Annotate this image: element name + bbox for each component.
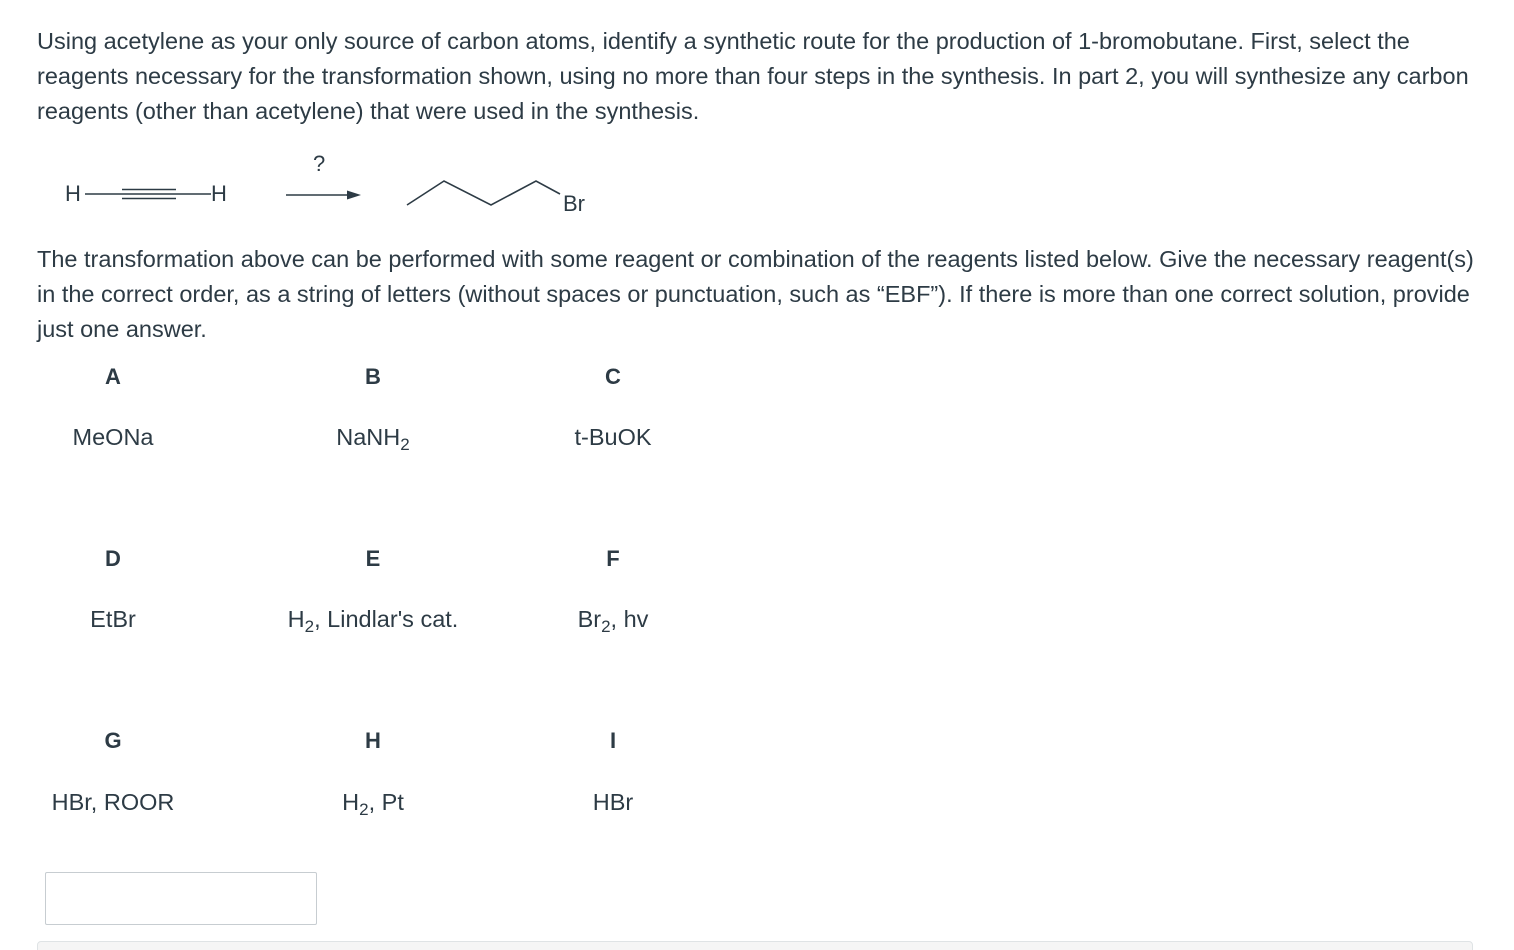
reagent-formula-e: [243, 606, 503, 636]
reagent-letter-h: H: [365, 728, 381, 753]
bottom-panel: [37, 941, 1473, 950]
reagent-letter-f: F: [606, 546, 620, 571]
reagent-letter-e: E: [365, 546, 381, 571]
reactant-right-atom: H: [211, 181, 227, 206]
reagent-formula-main: H: [342, 789, 360, 815]
reagent-formula-f: [483, 606, 743, 636]
reagent-formula-d: [0, 606, 243, 633]
reagent-letter-d: D: [105, 546, 121, 571]
reagent-formula-subscript: 2: [304, 617, 315, 636]
reagent-formula-main: MeONa: [72, 424, 154, 450]
reagent-formula-a: [0, 424, 243, 451]
reaction-scheme: [55, 145, 615, 225]
product-skeleton: [407, 181, 560, 205]
question-instructions: The transformation above can be performed with some reagent or combination of the reagents listed below. Give the necessary reagent(s) in the correct order, as a string of letters (without spaces or punctuation, such as “EBF”). If there is more than one correct solution, provide just one answer.: [37, 246, 1474, 342]
product-atom: Br: [563, 191, 585, 216]
reagent-letter-i: I: [609, 728, 617, 753]
reagent-formula-subscript: 2: [601, 617, 611, 636]
arrow-label: ?: [313, 151, 326, 176]
reagent-letter-c: C: [605, 364, 621, 389]
reagent-formula-main: HBr, ROOR: [51, 789, 175, 815]
reagent-formula-suffix: , Lindlar's cat.: [314, 606, 459, 632]
reagent-formula-g: [0, 789, 243, 816]
reagent-formula-main: NaNH: [336, 424, 401, 450]
reagent-letter-a: A: [105, 364, 121, 389]
reaction-arrow-head: [347, 191, 361, 200]
reagent-formula-suffix: , Pt: [368, 789, 404, 815]
reagent-formula-subscript: 2: [359, 800, 369, 819]
reaction-scheme-drawing: [55, 145, 615, 225]
reagent-formula-main: EtBr: [90, 606, 136, 632]
reagent-formula-main: H: [287, 606, 305, 632]
reagent-formula-c: [483, 424, 743, 451]
reagent-formula-main: Br: [577, 606, 602, 632]
reagent-formula-main: HBr: [592, 789, 634, 815]
reagent-letter-g: G: [104, 728, 122, 753]
reagent-formula-subscript: 2: [400, 435, 410, 454]
reagent-formula-i: [483, 789, 743, 816]
reagent-letter-b: B: [365, 364, 381, 389]
answer-input[interactable]: [45, 872, 317, 925]
reagent-formula-suffix: , hv: [610, 606, 649, 632]
reagent-formula-b: [243, 424, 503, 454]
reagent-formula-h: [243, 789, 503, 819]
reactant-left-atom: H: [65, 181, 81, 206]
question-intro: Using acetylene as your only source of carbon atoms, identify a synthetic route for the production of 1-bromobutane. First, select the reagents necessary for the transformation shown, using no more than four steps in the synthesis. In part 2, you will synthesize any carbon reagents (other than acetylene) that were used in the synthesis.: [37, 28, 1469, 124]
reagent-formula-main: t-BuOK: [574, 424, 652, 450]
